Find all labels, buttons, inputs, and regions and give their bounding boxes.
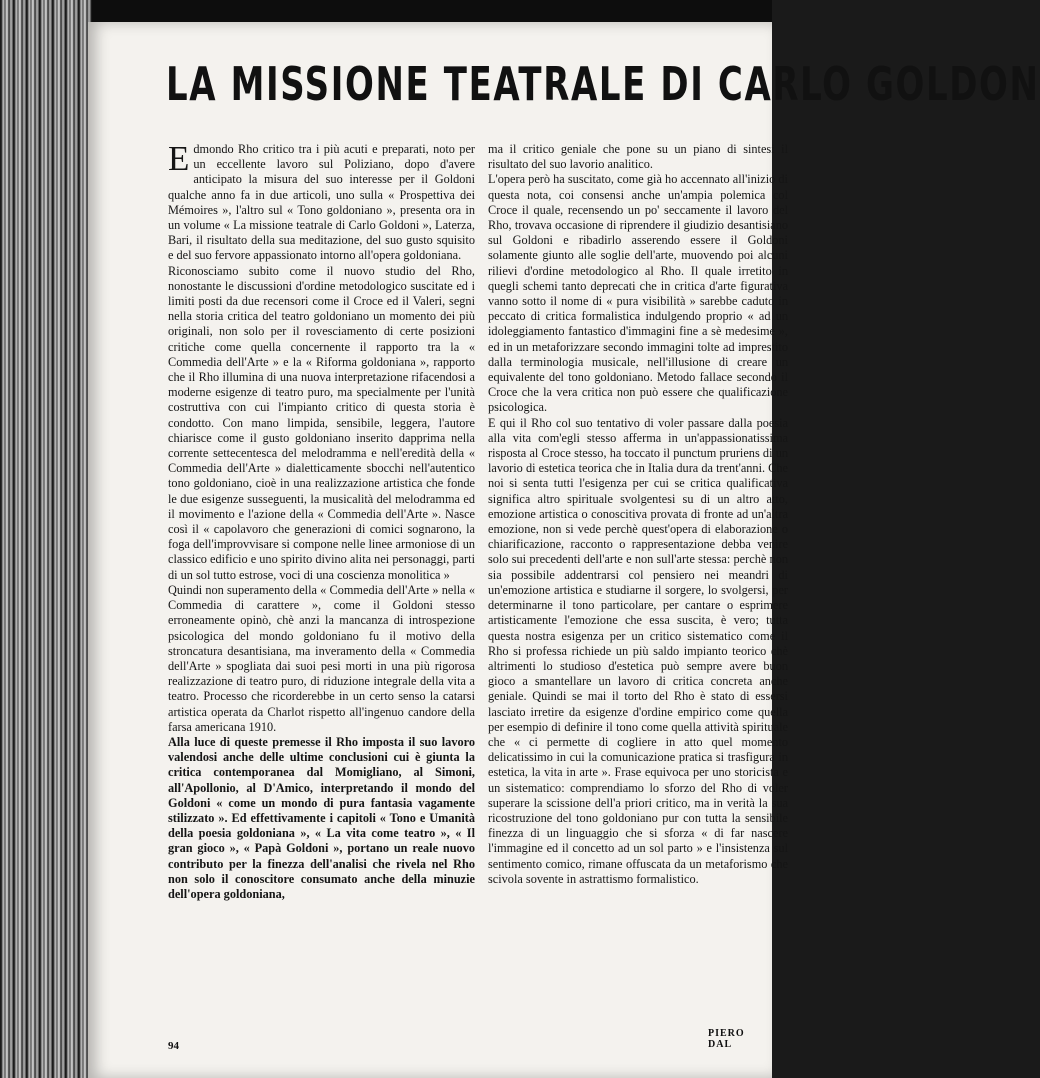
paragraph-7: E qui il Rho col suo tentativo di voler passare dalla poesia alla vita com'egli stesso afferma in un'appassionatissima risposta al Croce stesso, ha toccato il punctum pruriens di un lavorio di estetica teorica che in Italia dura da trent'anni. Che noi si senta tutti l'esigenza per cui se critica qualificativa significa altro spirituale svolgentesi su di un altro atto, emozione artistica o conoscitiva provata di fronte ad un'altra emozione, non si vede perchè quest'opera di elaborazione o chiarificazione, racconto o rappresentazione debba venire solo sui precedenti dell'arte e non sull'arte stessa: perchè non sia possibile addentrarsi col pensiero nei meandri di un'emozione artistica e studiarne il sorgere, lo svolgersi, per determinarne il tono particolare, per cantare o esprimere artisticamente l'emozione che essa suscita, è vero; tutta questa nostra esigenza per un critico sistematico come il Rho si professa richiede un più saldo impianto teorico chè altrimenti lo studioso d'estetica può sempre avere buon gioco a smantellare un lavoro di critica concreta anche geniale. Quindi se mai il torto del Rho è stato di essersi lasciato irretire da esigenze d'ordine empirico come quella per esempio di definire il tono come quella attività spirituale che « ci permette di cogliere in atto quel momento delicatissimo in cui la comunicazione pratica si trasfigura in estetica, la vita in arte ». Frase equivoca per uno storicista e un sistematico: comprendiamo lo sforzo del Rho di voler superare la scissione dell'a priori critico, ma in verità la sua ricostruzione del tono goldoniano pur con tutta la sensibile finezza di un linguaggio che si sforza « di far nascere l'immagine ed il concetto ad un sol parto » e l'insistenza sul sentimento comico, rimane offuscata da un metaforismo che scivola sovente in astrattismo formalistico.	[488, 415, 788, 886]
drop-cap: E	[168, 139, 190, 178]
paragraph-5: ma il critico geniale che pone su un piano di sintesi il risultato del suo lavorio analitico.	[488, 142, 788, 172]
paragraph-2: Riconosciamo subito come il nuovo studio del Rho, nonostante le discussioni d'ordine metodologico suscitate ed i limiti posti da due recensori come il Croce ed il Valeri, segni nella storia critica del teatro goldoniano un momento dei più originali, non solo per il rovesciamento di certe posizioni critiche come quella concernente il rapporto tra la « Commedia dell'Arte » e la « Riforma goldoniana », rapporto che il Rho illumina di una nuova interpretazione rifacendosi a moderne esigenze di teatro puro, ma specialmente per l'unità costruttiva con cui l'impianto critico di questa storia è condotto. Con mano limpida, sensibile, leggera, l'autore chiarisce come il gusto goldoniano inserito dapprima nella corrente settecentesca del melodramma e nell'eredità della « Commedia dell'Arte » dialetticamente sbocchi nell'autentico tono goldoniano, cioè in una realizzazione artistica che fonde le due esigenze susseguenti, la musicalità del melodramma ed il movimento e l'azione della « Commedia dell'Arte ». Nasce così il « capolavoro che generazioni di comici sognarono, la foga dell'improvvisare si compone nelle linee armoniose di un classico edificio e uno spirito divino alita nei personaggi, parti di un sol tutto estrose, voci di una coscienza monolitica »	[168, 263, 475, 582]
paragraph-6: L'opera però ha suscitato, come già ho accennato all'inizio di questa nota, coi consensi anche un'ampia polemica col Croce il quale, recensendo un po' seccamente il lavoro del Rho, trovava occasione di riprendere il giudizio desantisiano sul Goldoni e ribadirlo asserendo essere il Goldoni solamente giunto alle soglie dell'arte, muovendo poi alcuni rilievi d'ordine metodologico al Rho. Il quale irretito in quegli schemi tanto deprecati che in critica d'arte figurativa vanno sotto il nome di « pura visibilità » sarebbe caduto in peccato di critica formalistica indulgendo proprio « ad un idoleggiamento fantastico d'immagini fine a sè medesime », ed in un metaforizzare secondo immagini tolte ad imprestito dalla terminologia musicale, nell'illusione di creare un equivalente del tono goldoniano. Metodo fallace secondo il Croce che la vera critica non può essere che qualificazione psicologica.	[488, 172, 788, 415]
magazine-page	[88, 22, 1040, 1078]
author-signature: PIERO DAL	[708, 1028, 745, 1050]
paragraph-4: Alla luce di queste premesse il Rho imposta il suo lavoro valendosi anche delle ultime conclusioni cui è giunta la critica contemporanea dal Momigliano, al Simoni, all'Apollonio, al D'Amico, interpretando il mondo del Goldoni « come un mondo di pura fantasia vagamente stilizzato ». Ed effettivamente i capitoli « Tono e Umanità della poesia goldoniana », « La vita come teatro », « Il gran gioco », « Papà Goldoni », portano un reale nuovo contributo per la finezza dell'analisi che rivela nel Rho non solo il conoscitore consumato anche della minuzie dell'opera goldoniana,	[168, 734, 475, 901]
book-binding	[0, 0, 92, 1078]
article-title: LA MISSIONE TEATRALE DI CARLO GOLDON	[166, 57, 1040, 111]
paragraph-3: Quindi non superamento della « Commedia dell'Arte » nella « Commedia di carattere », come il Goldoni stesso erroneamente opinò, chè anzi la mancanza di introspezione psicologica del mondo goldoniano fu il motivo della stroncatura desantisiana, ma inveramento della « Commedia dell'Arte » spogliata dai suoi pesi morti in una più rigorosa realizzazione di teatro puro, di riduzione integrale della vita a teatro. Processo che ricorderebbe in un certo senso la catarsi artistica operata da Charlot rispetto all'ingenuo candore della farsa americana 1910.	[168, 582, 475, 734]
paragraph-1: Edmondo Rho critico tra i più acuti e preparati, noto per un eccellente lavoro sul Poliziano, dopo d'avere anticipato la misura del suo interesse per il Goldoni qualche anno fa in due articoli, uno sulla « Prospettiva dei Mémoires », l'altro sul « Tono goldoniano », presenta ora in un volume « La missione teatrale di Carlo Goldoni », Laterza, Bari, il risultato della sua meditazione, del suo gusto squisito e del suo fervore appassionato intorno all'opera goldoniana.	[168, 139, 475, 263]
right-column	[488, 142, 788, 1062]
page-number: 94	[168, 1040, 179, 1052]
left-column	[168, 139, 475, 902]
